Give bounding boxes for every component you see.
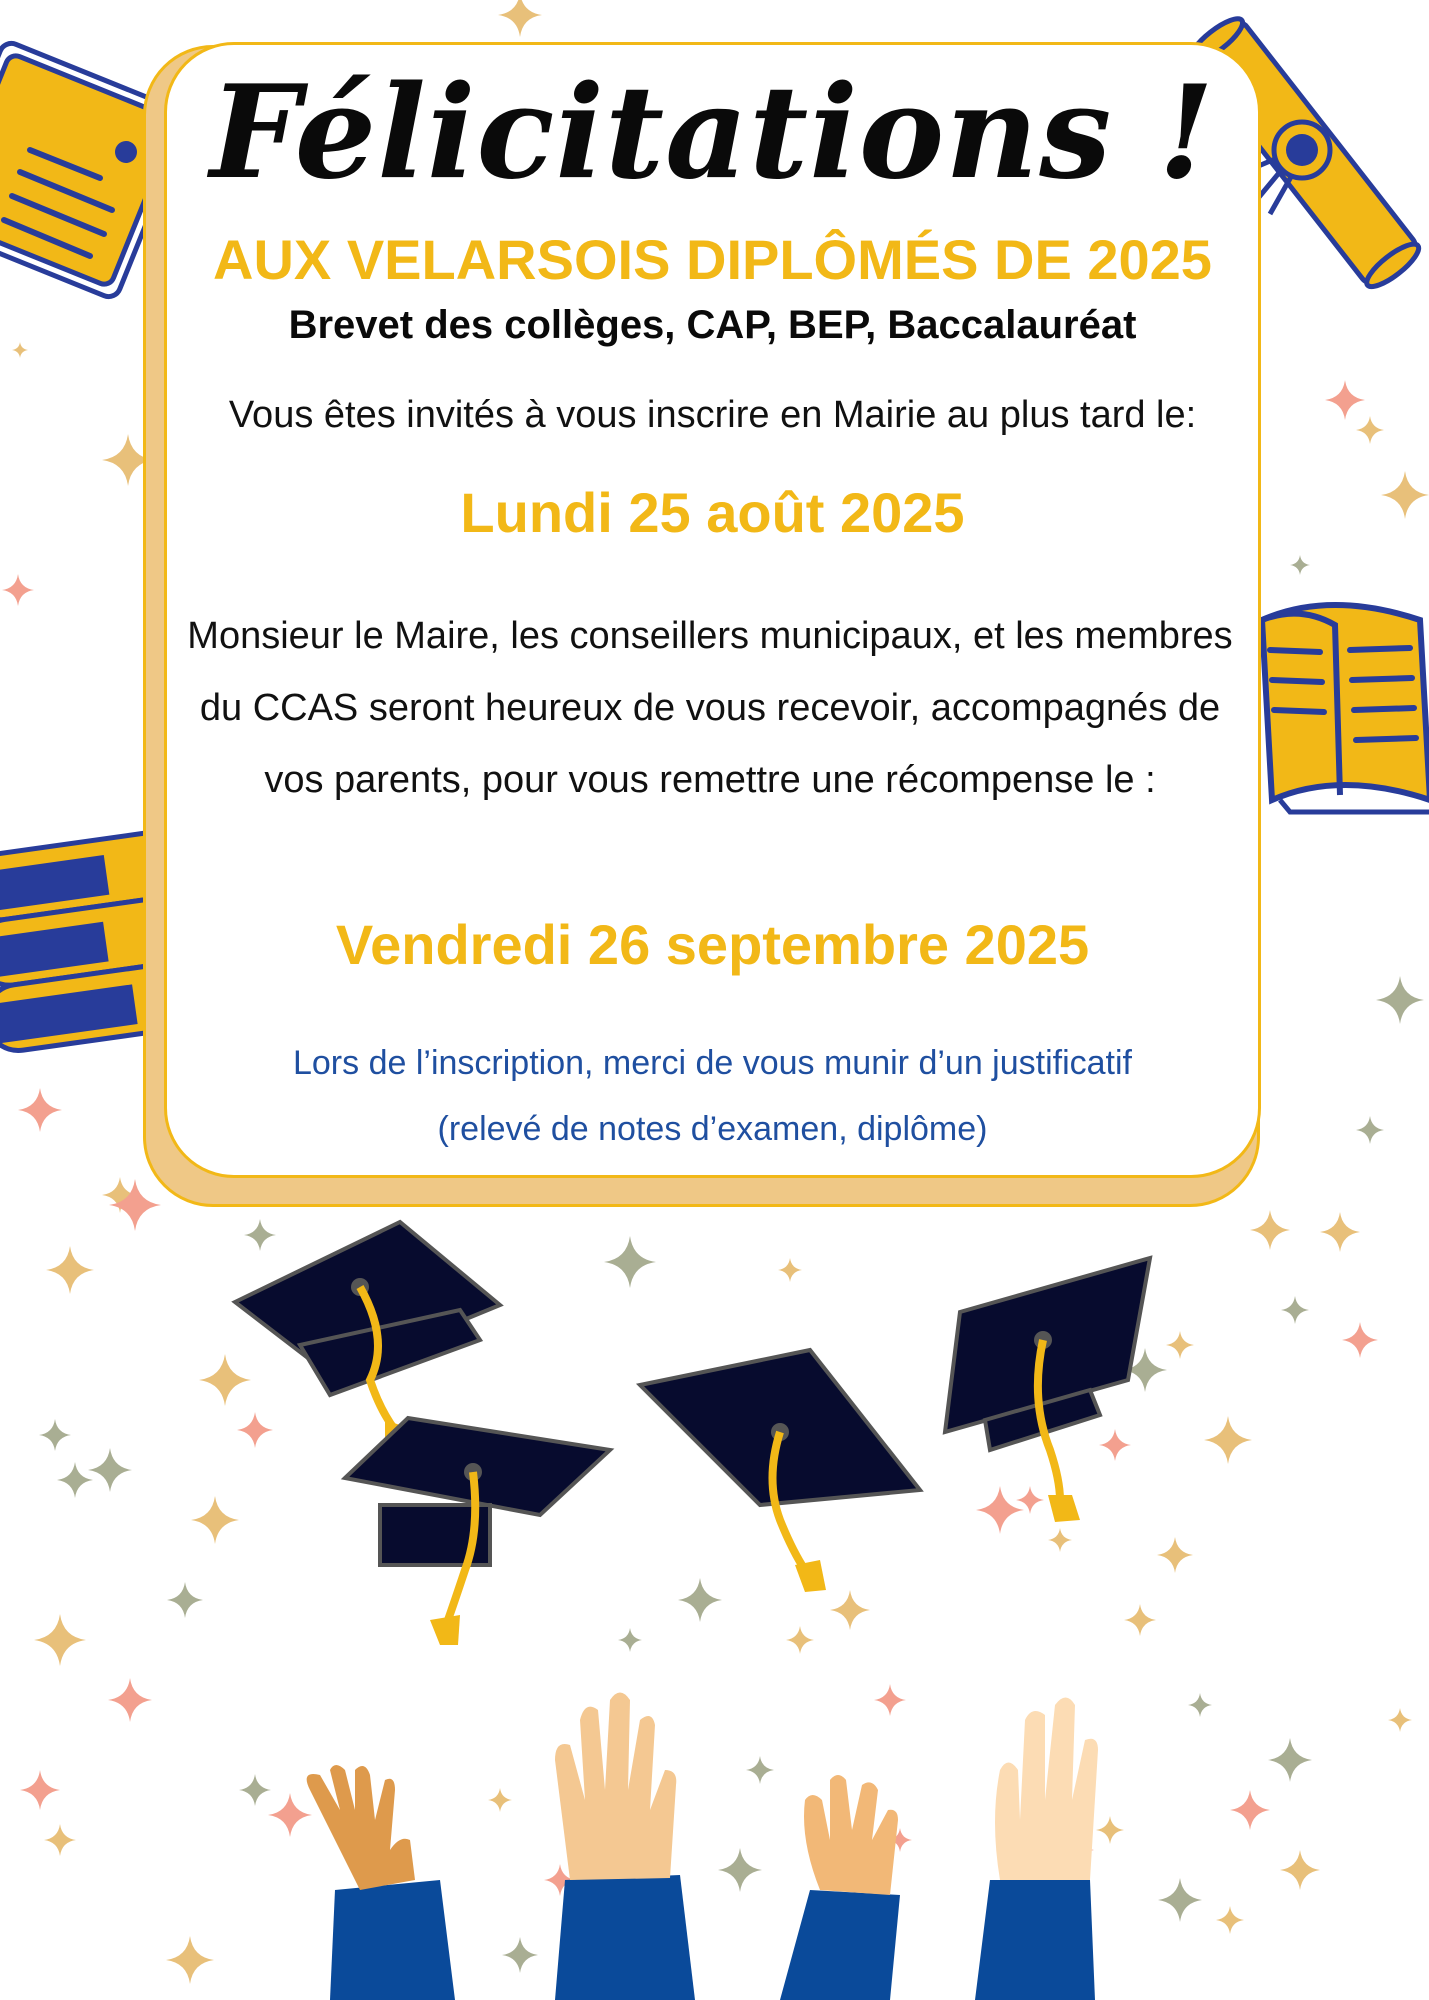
sparkle-icon	[1268, 1738, 1312, 1782]
reception-text: Monsieur le Maire, les conseillers municipaux, et les membres du CCAS seront heureux de vous recevoir, accompagnés de vos parents, pour vous remettre une récompense le :	[187, 615, 1233, 801]
sparkle-icon	[830, 1590, 870, 1630]
sparkle-icon	[786, 1626, 814, 1654]
ceremony-date: Vendredi 26 septembre 2025	[335, 913, 1090, 976]
graduation-cap-icon	[640, 1350, 920, 1592]
sparkle-icon	[1250, 1210, 1290, 1250]
sparkle-icon	[976, 1486, 1024, 1534]
sparkle-icon	[237, 1412, 273, 1448]
sparkle-icon	[20, 1770, 60, 1810]
sparkle-icon	[199, 1354, 251, 1406]
registration-date: Lundi 25 août 2025	[460, 481, 965, 544]
sparkle-icon	[1342, 1322, 1378, 1358]
invite-text: Vous êtes invités à vous inscrire en Mairie au plus tard le:	[228, 394, 1197, 436]
sparkle-icon	[88, 1448, 132, 1492]
sparkle-icon	[1157, 1537, 1193, 1573]
sparkle-icon	[1381, 471, 1429, 519]
raised-hand-icon	[975, 1698, 1098, 2000]
sparkle-icon	[167, 1582, 203, 1618]
sparkle-icon	[1048, 1528, 1072, 1552]
graduation-cap-icon	[345, 1418, 610, 1645]
sparkle-icon	[108, 1678, 152, 1722]
sparkle-icon	[1166, 1331, 1194, 1359]
sparkle-icon	[239, 1774, 271, 1806]
sparkle-icon	[57, 1462, 93, 1498]
documents-note	[164, 1030, 1261, 1162]
sparkle-icon	[718, 1848, 762, 1892]
sparkle-icon	[618, 1628, 642, 1652]
sparkle-icon	[1325, 380, 1365, 420]
raised-hand-icon	[307, 1765, 455, 2000]
sparkle-icon	[166, 1936, 214, 1984]
sparkle-icon	[1216, 1906, 1244, 1934]
sparkle-icon	[1230, 1790, 1270, 1830]
sparkle-icon	[191, 1496, 239, 1544]
sparkle-icon	[1388, 1708, 1412, 1732]
sparkle-icon	[1281, 1296, 1309, 1324]
sparkle-icon	[1320, 1212, 1360, 1252]
sparkle-icon	[1280, 1850, 1320, 1890]
sparkle-icon	[39, 1419, 71, 1451]
sparkle-icon	[1204, 1416, 1252, 1464]
sparkle-icon	[1290, 555, 1310, 575]
sparkle-icon	[746, 1756, 774, 1784]
open-book-icon	[1262, 605, 1429, 812]
sparkle-icon	[1356, 1116, 1384, 1144]
sparkle-icon	[1188, 1693, 1212, 1717]
sparkle-icon	[1356, 416, 1384, 444]
sparkle-icon	[268, 1793, 312, 1837]
sparkle-icon	[488, 1788, 512, 1812]
sparkle-icon	[1124, 1604, 1156, 1636]
sparkle-icon	[1096, 1816, 1124, 1844]
sparkle-icon	[244, 1219, 276, 1251]
documents-note-line-2: (relevé de notes d’examen, diplôme)	[437, 1110, 988, 1148]
sparkle-icon	[46, 1246, 94, 1294]
sparkle-icon	[34, 1614, 86, 1666]
raised-hand-icon	[780, 1775, 900, 2000]
sparkle-icon	[502, 1937, 538, 1973]
sparkle-icon	[778, 1258, 802, 1282]
exam-list: Brevet des collèges, CAP, BEP, Baccalauréat	[288, 303, 1137, 347]
subtitle: AUX VELARSOIS DIPLÔMÉS DE 2025	[213, 228, 1212, 291]
sparkle-icon	[2, 574, 34, 606]
sparkle-icon	[1158, 1878, 1202, 1922]
documents-note-line-1: Lors de l’inscription, merci de vous munir d’un justificatif	[292, 1044, 1132, 1082]
sparkle-icon	[1376, 976, 1424, 1024]
sparkle-icon	[12, 342, 28, 358]
graduation-cap-icon	[235, 1222, 500, 1450]
page-title: Félicitations !	[209, 58, 1216, 208]
sparkle-icon	[604, 1236, 656, 1288]
sparkle-icon	[1099, 1429, 1131, 1461]
raised-hand-icon	[555, 1693, 695, 2000]
graduation-cap-icon	[945, 1258, 1150, 1522]
sparkle-icon	[498, 0, 542, 37]
sparkle-icon	[874, 1684, 906, 1716]
sparkle-icon	[44, 1824, 76, 1856]
sparkle-icon	[678, 1578, 722, 1622]
sparkle-icon	[18, 1088, 62, 1132]
